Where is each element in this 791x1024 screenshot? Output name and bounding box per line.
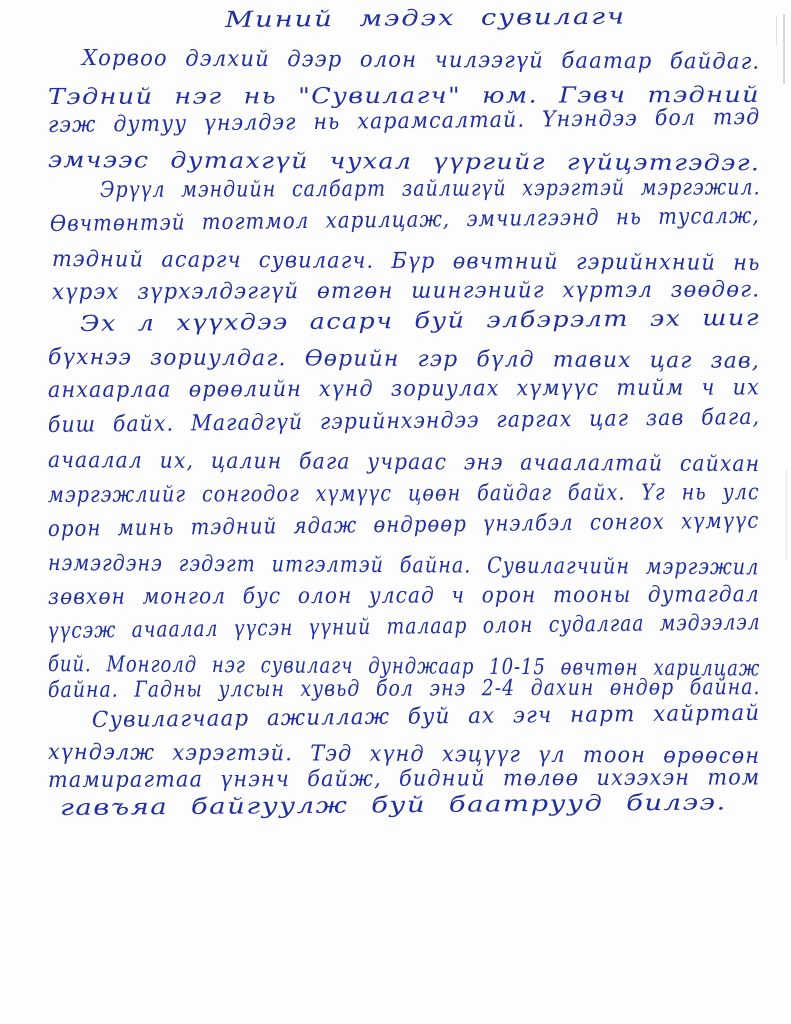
text-line: бүхнээ зориулдаг. Өөрийн гэр бүлд тавих цаг зав, [47, 345, 761, 374]
scan-mark [786, 470, 787, 560]
text-line: Өвчтөнтэй тогтмол харилцаж, эмчилгээнд нь тусалж, [49, 203, 760, 237]
text-line: бий. Монголд нэг сувилагч дунджаар 10-15 өвчтөн харилцаж [47, 652, 761, 682]
scan-mark [776, 16, 777, 46]
text-line: хүндэлж хэрэгтэй. Тэд хүнд хэцүүг үл тоон өрөөсөн [47, 740, 761, 769]
text-line: тамирагтаа үнэнч байж, бидний төлөө ихээхэн том [47, 765, 761, 793]
text-line: байна. Гадны улсын хувьд бол энэ 2-4 дахин өндөр байна. [47, 675, 761, 703]
text-line: зөвхөн монгол бус олон улсад ч орон тооны дутагдал [47, 582, 760, 610]
text-line: гэж дутуу үнэлдэг нь харамсалтай. Үнэндээ бол тэд [47, 104, 761, 138]
text-line: эмчээс дутахгүй чухал үүргийг гүйцэтгэдэг. [47, 148, 761, 177]
text-line: Сувилагчаар ажиллаж буй ах эгч нарт хайртай [91, 700, 761, 733]
text-line: хүрэх зүрхэлдэггүй өтгөн шингэнийг хүртэл зөөдөг. [51, 277, 761, 305]
page-title: Миний мэдэх сувилагч [224, 4, 627, 33]
text-line: ачаалал их, цалин бага учраас энэ ачаалалтай сайхан [47, 448, 761, 478]
text-line: тэдний асаргч сувилагч. Бүр өвчтний гэрийнхний нь [51, 247, 761, 276]
text-line: нэмэгдэнэ гэдэгт итгэлтэй байна. Сувилагчийн мэргэжил [47, 551, 760, 581]
text-line: Эрүүл мэндийн салбарт зайлшгүй хэрэгтэй мэргэжил. [99, 175, 761, 203]
scan-mark [783, 14, 785, 84]
text-line: анхаарлаа өрөөлийн хүнд зориулах хүмүүс тийм ч их [47, 375, 760, 403]
text-line: Эх л хүүхдээ асарч буй элбэрэлт эх шиг [79, 305, 761, 337]
text-line: үүсэж ачаалал үүсэн үүний талаар олон судалгаа мэдээлэл [47, 610, 761, 644]
text-line: Тэдний нэг нь "Сувилагч" юм. Гэвч тэдний [47, 82, 760, 110]
text-line: Хорвоо дэлхий дээр олон чилээгүй баатар байдаг. [81, 46, 761, 75]
text-line: мэргэжлийг сонгодог хүмүүс цөөн байдаг байх. Үг нь улс [47, 480, 760, 508]
text-line: биш байх. Магадгүй гэрийнхэндээ гаргах цаг зав бага, [47, 404, 761, 438]
text-line: орон минь тэдний ядаж өндрөөр үнэлбэл сонгох хүмүүс [47, 508, 760, 542]
text-line: гавъяа байгуулж буй баатрууд билээ. [59, 790, 727, 821]
